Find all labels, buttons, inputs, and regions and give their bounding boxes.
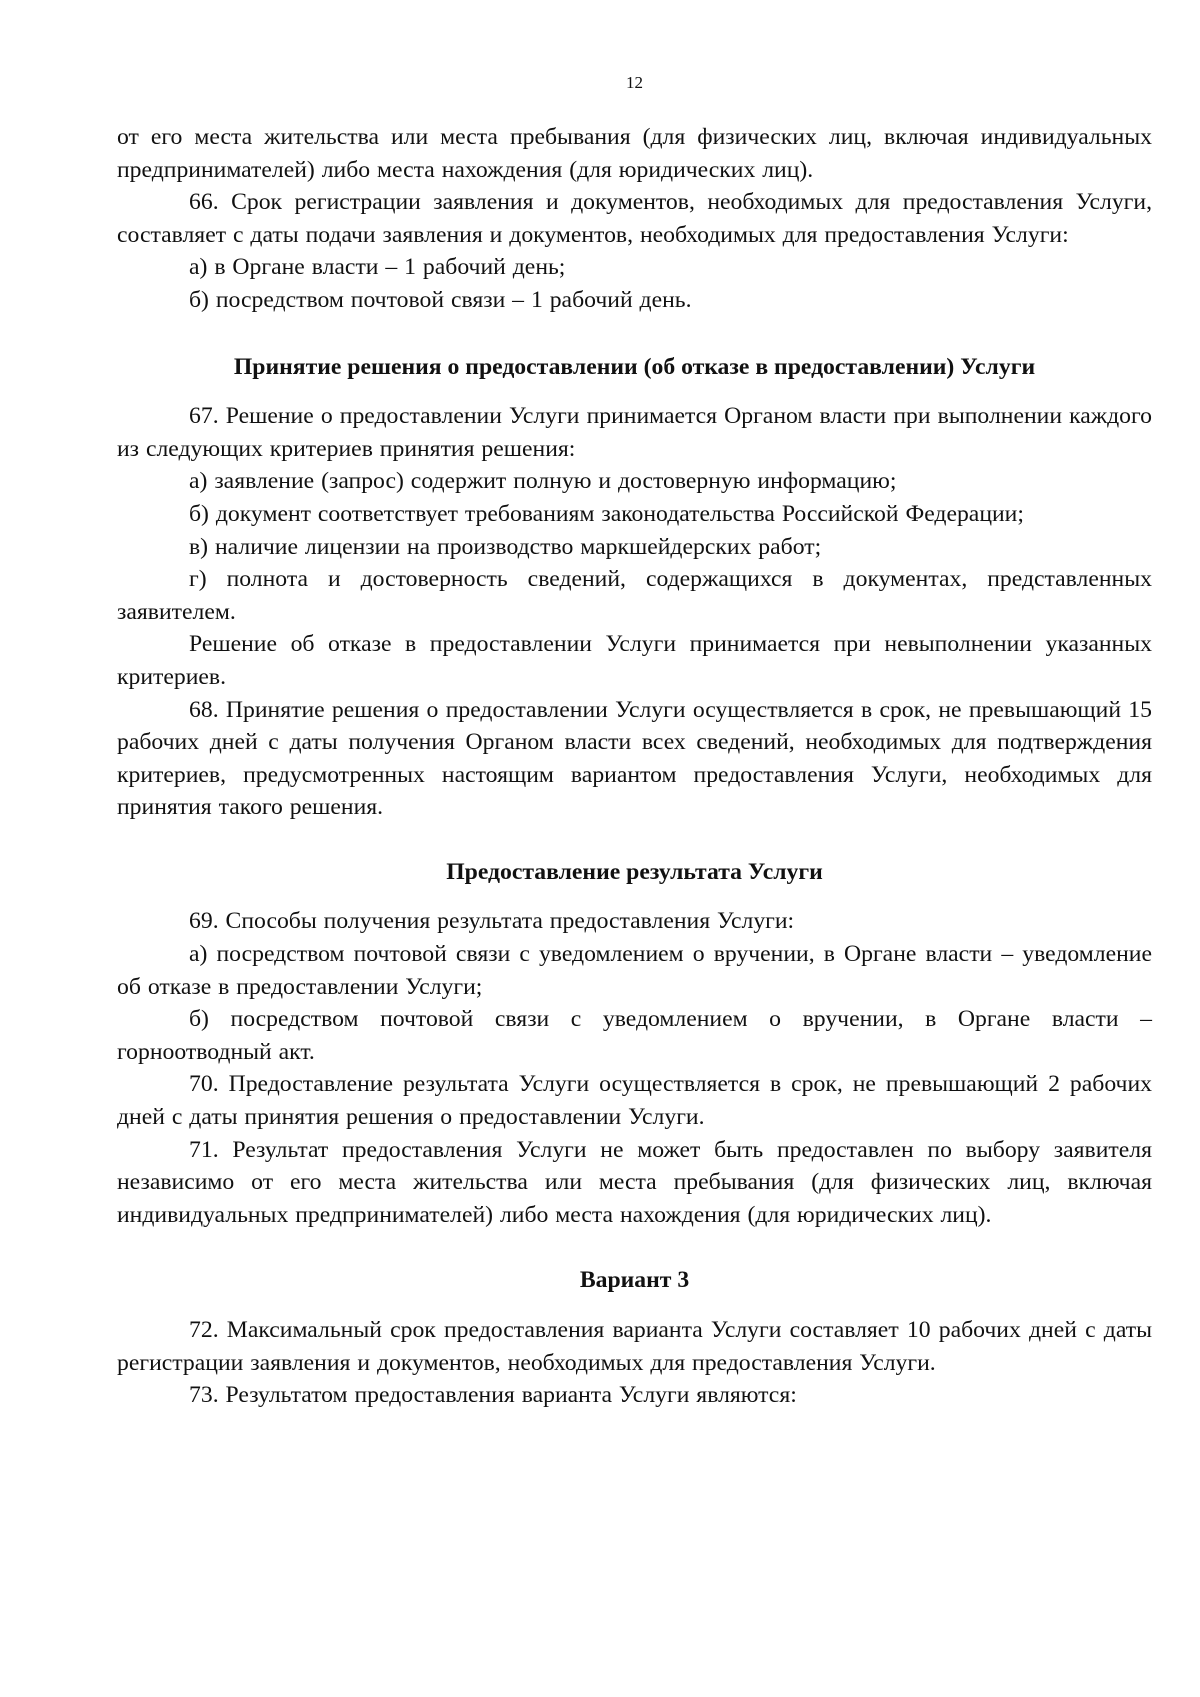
paragraph-68: 68. Принятие решения о предоставлении Услуги осуществляется в срок, не превышающий 15 рабочих дней с даты получения Органом власти всех сведений, необходимых для подтверждения критериев, предусмотренных настоящим вариантом предоставления Услуги, необходимых для принятия такого решения.	[117, 696, 1152, 821]
paragraph-67-item-a: а) заявление (запрос) содержит полную и достоверную информацию;	[189, 468, 897, 495]
paragraph-66: 66. Срок регистрации заявления и документов, необходимых для предоставления Услуги, составляет с даты подачи заявления и документов, необходимых для предоставления Услуги:	[117, 189, 1152, 248]
paragraph-66-item-a: а) в Органе власти – 1 рабочий день;	[189, 254, 566, 281]
section-heading-result: Предоставление результата Услуги	[446, 858, 823, 885]
paragraph-71: 71. Результат предоставления Услуги не может быть предоставлен по выбору заявителя независимо от его места жительства или места пребывания (для физических лиц, включая индивидуальных предпринимателей) либо места нахождения (для юридических лиц).	[117, 1136, 1152, 1228]
paragraph-67-item-v: в) наличие лицензии на производство маркшейдерских работ;	[189, 533, 822, 560]
paragraph-69-item-b: б) посредством почтовой связи с уведомлением о вручении, в Органе власти – горноотводный акт.	[117, 1006, 1152, 1065]
document-body	[117, 121, 1152, 1412]
paragraph-66-item-b: б) посредством почтовой связи – 1 рабочий день.	[189, 286, 692, 313]
paragraph-67: 67. Решение о предоставлении Услуги принимается Органом власти при выполнении каждого из следующих критериев принятия решения:	[117, 403, 1152, 462]
paragraph-69-item-a: а) посредством почтовой связи с уведомлением о вручении, в Органе власти – уведомление об отказе в предоставлении Услуги;	[117, 941, 1152, 1000]
paragraph-67-item-g: г) полнота и достоверность сведений, содержащихся в документах, представленных заявителем.	[117, 566, 1152, 625]
paragraph-69: 69. Способы получения результата предоставления Услуги:	[189, 908, 795, 935]
paragraph-72: 72. Максимальный срок предоставления варианта Услуги составляет 10 рабочих дней с даты регистрации заявления и документов, необходимых для предоставления Услуги.	[117, 1317, 1152, 1376]
paragraph-67-item-b: б) документ соответствует требованиям законодательства Российской Федерации;	[189, 500, 1024, 527]
section-heading-decision: Принятие решения о предоставлении (об отказе в предоставлении) Услуги	[233, 353, 1036, 380]
page-number: 12	[626, 73, 643, 92]
section-heading-variant-3: Вариант 3	[579, 1267, 690, 1294]
paragraph-70: 70. Предоставление результата Услуги осуществляется в срок, не превышающий 2 рабочих дней с даты принятия решения о предоставлении Услуги.	[117, 1071, 1152, 1131]
paragraph-continuation: от его места жительства или места пребывания (для физических лиц, включая индивидуальных предпринимателей) либо места нахождения (для юридических лиц).	[117, 124, 1152, 183]
paragraph-67-refusal: Решение об отказе в предоставлении Услуги принимается при невыполнении указанных критериев.	[117, 631, 1152, 690]
paragraph-73: 73. Результатом предоставления варианта Услуги являются:	[189, 1382, 797, 1409]
